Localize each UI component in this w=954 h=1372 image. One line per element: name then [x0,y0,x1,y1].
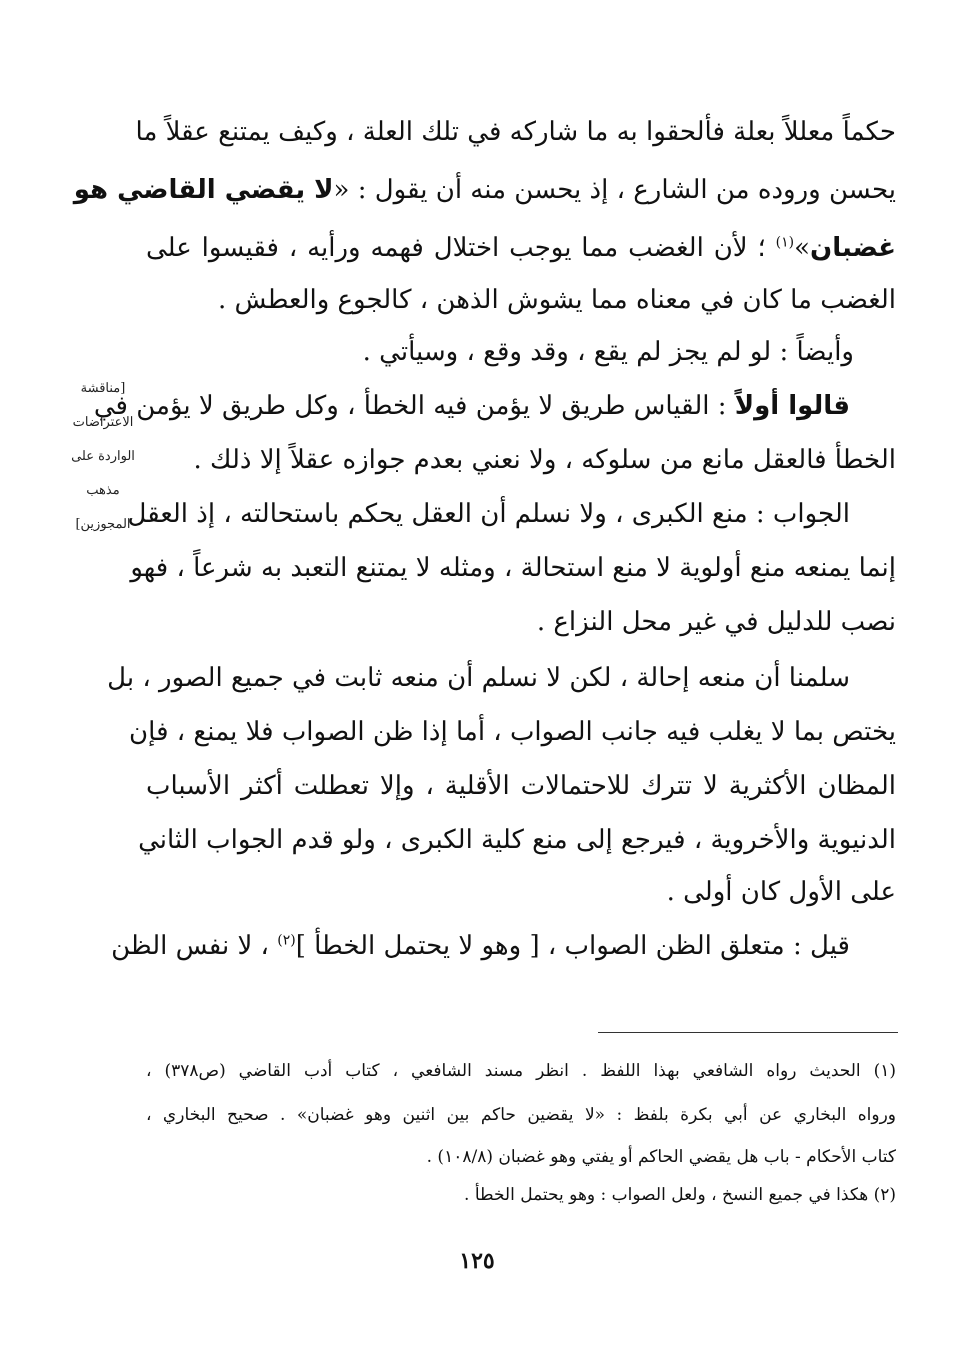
hadith-quote-part1: لا يقضي القاضي هو [73,175,334,205]
body-line-2: يحسن وروده من الشارع ، إذ يحسن منه أن يقول : «لا يقضي القاضي هو [73,175,896,205]
body-line-7: الخطأ فالعقل مانع من سلوكه ، ولا نعني بعدم جوازه عقلاً إلا ذلك . [193,445,896,475]
margin-note-line: الواردة على [71,449,135,464]
body-line-6: قالوا أولاً : القياس طريق لا يؤمن فيه الخطأ ، وكل طريق لا يؤمن في [93,391,850,421]
body-line-12: يختص بما لا يغلب فيه جانب الصواب ، أما إذا ظن الصواب فلا يمنع ، فإن [129,717,896,747]
margin-note-line: الاعتراضات [72,415,134,430]
body-line-4: الغضب ما كان في معناه مما يشوش الذهن ، كالجوع والعطش . [218,285,896,315]
footnote-ref-1[interactable]: (١) [775,234,795,251]
footnote-line-2: ورواه البخاري عن أبي بكرة بلفظ : «لا يقضين حاكم بين اثنين وهو غضبان» . صحيح البخاري ، [146,1105,896,1125]
page-number: ١٢٥ [459,1248,495,1274]
hadith-quote-part2: غضبان [810,233,896,263]
margin-note [58,372,148,542]
margin-note-line: المجوزين] [75,517,131,532]
body-line-11: سلمنا أن منعه إحالة ، لكن لا نسلم أن منعه ثابت في جميع الصور ، بل [107,663,850,693]
body-line-5: وأيضاً : لو لم يجز لم يقع ، وقد وقع ، وسيأتي . [362,337,854,367]
footnote-line-4: (٢) هكذا في جميع النسخ ، ولعل الصواب : وهو يحتمل الخطأ . [464,1185,896,1205]
body-line-10: نصب للدليل في غير محل النزاع . [536,607,896,637]
footnote-ref-2[interactable]: (٢) [277,932,296,949]
body-line-8: الجواب : منع الكبرى ، ولا نسلم أن العقل يحكم باستحالته ، إذ العقل [127,499,850,529]
footnote-separator [598,1032,898,1033]
section-lead-qalu: قالوا أولاً [734,391,850,421]
margin-note-line: مذهب [86,483,120,498]
margin-note-line: [مناقشة [80,381,126,396]
footnote-line-3: كتاب الأحكام - باب هل يقضي الحاكم أو يفتي وهو غضبان (١٠٨/٨) . [426,1147,896,1167]
body-line-9: إنما يمنعه منع أولوية لا منع استحالة ، ومثله لا يمتنع التعبد به شرعاً ، فهو [130,553,896,583]
body-line-15: على الأول كان أولى . [666,877,896,907]
body-line-1: حكماً معللاً بعلة فألحقوا به ما شاركه في تلك العلة ، وكيف يمتنع عقلاً ما [135,117,896,147]
body-line-13: المظان الأكثرية لا تترك للاحتمالات الأقلية ، وإلا تعطلت أكثر الأسباب [146,771,896,801]
footnote-line-1: (١) الحديث رواه الشافعي بهذا اللفظ . انظر مسند الشافعي ، كتاب أدب القاضي (ص٣٧٨) ، [146,1061,897,1081]
body-line-14: الدنيوية والأخروية ، فيرجع إلى منع كلية الكبرى ، ولو قدم الجواب الثاني [138,825,896,855]
body-line-16: قيل : متعلق الظن الصواب ، [ وهو لا يحتمل الخطأ ]$^{(٢)}$ ، لا نفس الظن [111,931,850,961]
body-line-3: غضبان»$^{(١)}$ ؛ لأن الغضب مما يوجب اختلال فهمه ورأيه ، فقيسوا على [146,233,896,263]
